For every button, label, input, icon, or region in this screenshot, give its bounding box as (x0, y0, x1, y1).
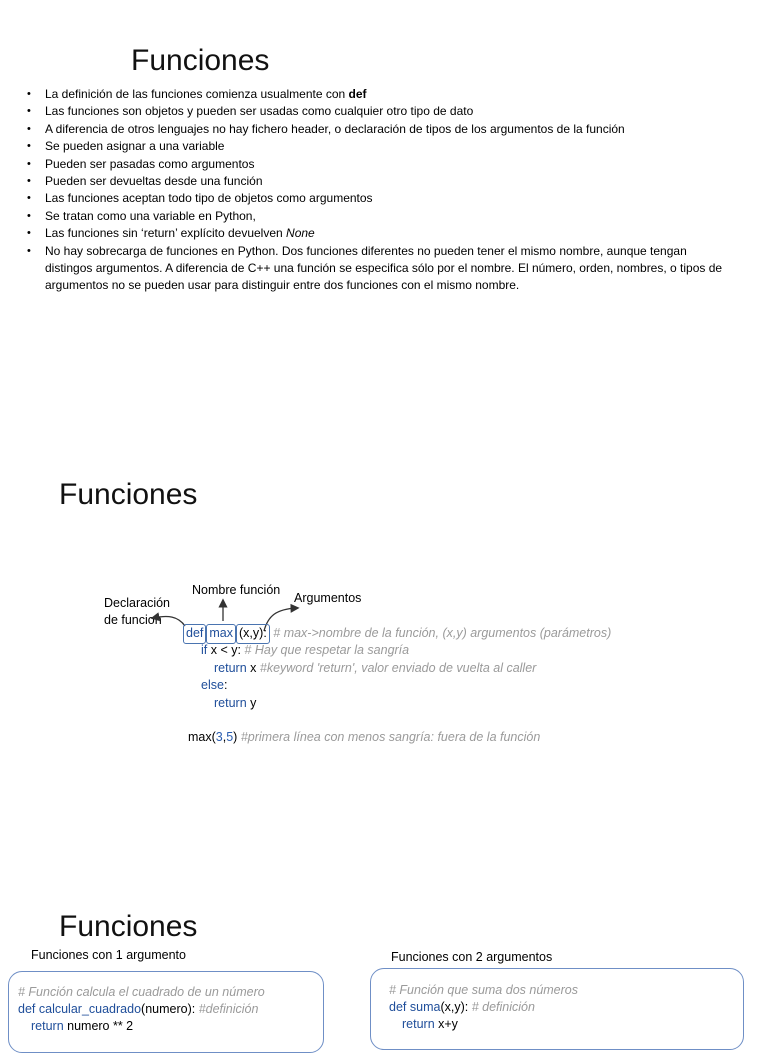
code-keyword: return (214, 696, 247, 710)
code-def-keyword: def (389, 1000, 407, 1014)
code-panel-one-argument (8, 971, 324, 1053)
code-keyword: return (214, 661, 247, 675)
code-number: 5 (226, 730, 234, 744)
code-text: x (246, 661, 257, 675)
bullet-item (24, 103, 724, 120)
code-text: x < y: (207, 643, 241, 657)
code-comment: #keyword 'return', valor enviado de vuelta al caller (256, 661, 537, 675)
bullet-text: Las funciones son objetos y pueden ser usadas como cualquier otro tipo de dato (45, 104, 474, 119)
code-number: 3 (215, 730, 223, 744)
bullet-list (24, 86, 724, 295)
code-keyword: if (201, 643, 208, 657)
code-text: , (222, 730, 227, 744)
code-line-3 (402, 1016, 458, 1034)
label-declaracion-line1: Declaración (104, 596, 171, 610)
bullet-text: A diferencia de otros lenguajes no hay fichero header, o declaración de tipos de los argumentos de la función (45, 121, 625, 136)
slide-1-title: Funciones (131, 44, 270, 77)
code-line-3 (31, 1018, 133, 1036)
bullet-item (24, 208, 724, 225)
slide-1 (0, 0, 768, 420)
code-text: max( (188, 730, 216, 744)
code-panel-two-arguments (370, 968, 744, 1050)
label-nombre-funcion: Nombre función (192, 583, 281, 597)
code-line-1 (389, 982, 578, 1000)
code-keyword: else (201, 678, 224, 692)
bullet-bold-text: def (348, 87, 367, 101)
bullet-text: Las funciones aceptan todo tipo de objetos como argumentos (45, 191, 373, 206)
bullet-item (24, 156, 724, 173)
code-function-name: calcular_cuadrado (38, 1002, 142, 1016)
code-comment: # Función que suma dos números (389, 983, 578, 997)
code-line-3 (214, 660, 536, 678)
code-text: x+y (434, 1017, 458, 1031)
bullet-item (24, 86, 724, 103)
code-comment: #primera línea con menos sangría: fuera de la función (237, 730, 541, 744)
code-line-2 (201, 642, 409, 660)
bullet-item (24, 243, 724, 295)
code-arguments: (x,y): (236, 624, 270, 644)
code-keyword: return (31, 1019, 64, 1033)
label-one-argument: Funciones con 1 argumento (31, 948, 186, 962)
code-comment: #definición (195, 1002, 259, 1016)
bullet-italic-text: None (286, 226, 315, 241)
label-argumentos: Argumentos (294, 591, 362, 605)
code-keyword: return (402, 1017, 435, 1031)
code-function-name: max (206, 624, 236, 644)
code-def-keyword: def (183, 624, 206, 644)
code-line-1 (18, 984, 265, 1002)
slide-3-title: Funciones (59, 910, 198, 943)
bullet-text: Las funciones sin ‘return’ explícito devuelven (45, 226, 287, 241)
code-line-6 (188, 729, 540, 747)
code-comment: # Función calcula el cuadrado de un número (18, 985, 265, 999)
slide-3 (0, 900, 768, 1033)
bullet-text: Se tratan como una variable en Python, (45, 208, 256, 223)
label-declaracion-line2: de funcion (104, 613, 162, 627)
slide-2 (0, 430, 768, 830)
bullet-text: Pueden ser pasadas como argumentos (45, 156, 255, 171)
code-line-4 (201, 677, 227, 695)
code-line-5 (214, 695, 256, 713)
bullet-text: No hay sobrecarga de funciones en Python. Dos funciones diferentes no pueden tener el mismo nombre, aunque tengan distingos argumentos. A diferencia de C++ una función se especifica sólo por el nombre. El número, orden, nombres, o tipos de argumentos no se pueden usar para distinguir entre dos funciones con el mismo nombre. (45, 243, 723, 293)
code-line-2 (389, 999, 535, 1017)
label-two-arguments: Funciones con 2 argumentos (391, 950, 553, 964)
bullet-item (24, 225, 724, 242)
bullet-item (24, 121, 724, 138)
bullet-text: La definición de las funciones comienza usualmente con (45, 87, 349, 101)
code-text: : (223, 678, 228, 692)
slide-2-title: Funciones (59, 478, 198, 511)
code-arguments: (x,y): (440, 1000, 469, 1014)
code-arguments: (numero): (141, 1002, 196, 1016)
code-def-keyword: def (18, 1002, 36, 1016)
code-text: ) (233, 730, 238, 744)
code-line-2 (18, 1001, 258, 1019)
bullet-text: Se pueden asignar a una variable (45, 139, 225, 154)
code-line-1 (183, 624, 611, 644)
code-comment: # definición (468, 1000, 535, 1014)
code-comment: # max->nombre de la función, (x,y) argumentos (parámetros) (269, 626, 612, 640)
code-text: y (246, 696, 257, 710)
code-function-name: suma (409, 1000, 441, 1014)
bullet-item (24, 190, 724, 207)
code-comment: # Hay que respetar la sangría (240, 643, 410, 657)
code-text: numero ** 2 (63, 1019, 134, 1033)
bullet-item (24, 138, 724, 155)
bullet-item (24, 173, 724, 190)
bullet-text: Pueden ser devueltas desde una función (45, 174, 263, 189)
